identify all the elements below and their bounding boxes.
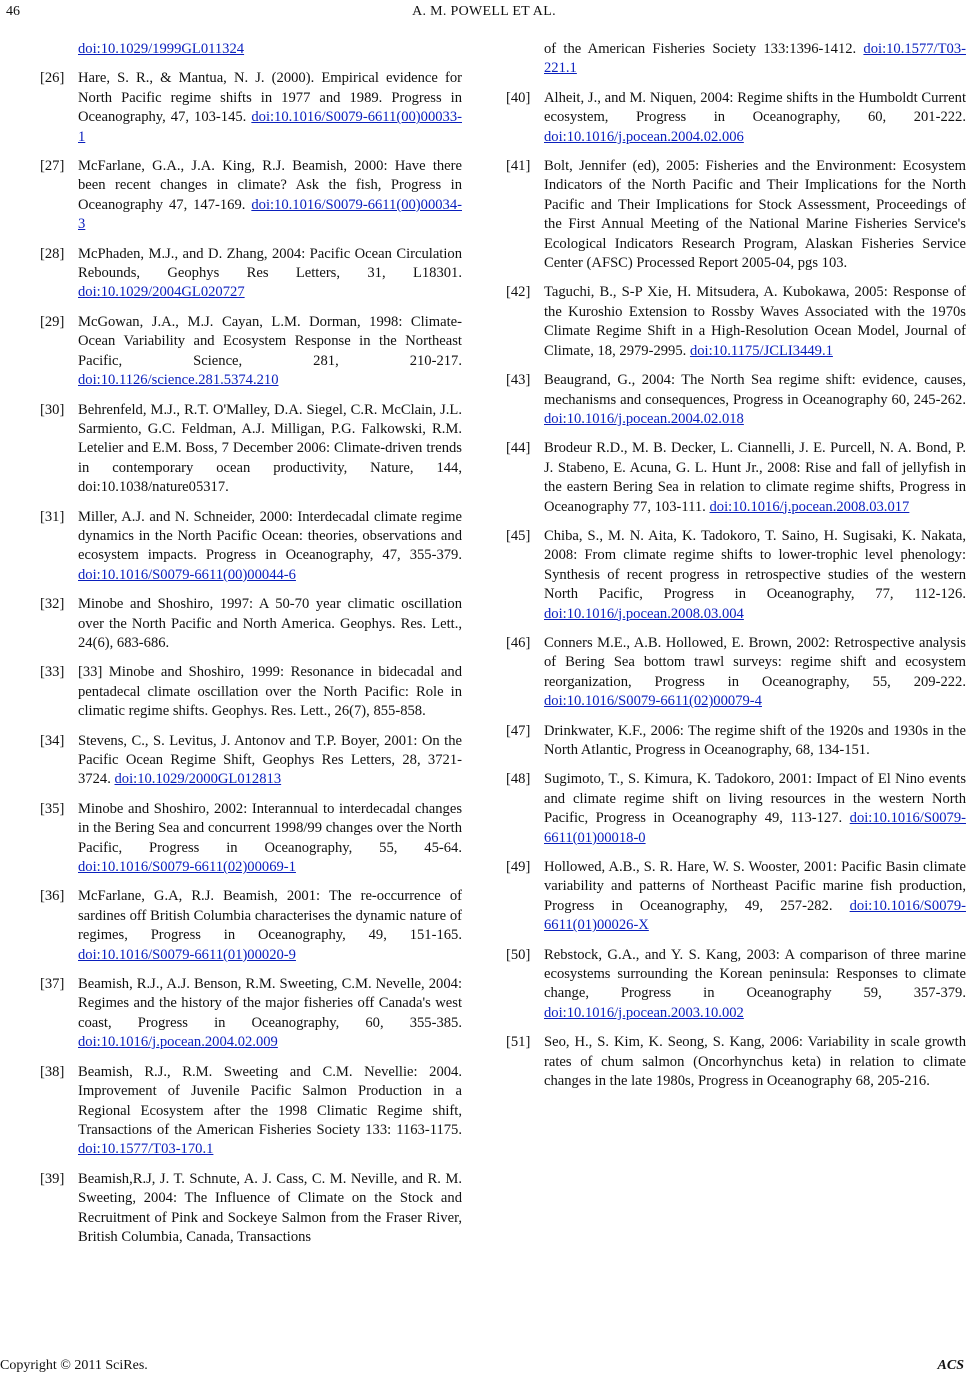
reference-entry [40,508,462,586]
reference-text: Rebstock, G.A., and Y. S. Kang, 2003: A comparison of three marine ecosystems surrounding the Korean peninsula: Responses to climate change, Progress in Oceanography 59, 357-379. [544,946,966,1002]
reference-text: Seo, H., S. Kim, K. Seong, S. Kang, 2006: Variability in scale growth rates of chum salmon (Oncorhynchus keta) in relation to climate changes in the late 1980s, Progress in Oceanography 68, 205-216. [544,1034,966,1090]
page-footer [0,1346,968,1386]
reference-entry [40,245,462,303]
reference-entry [506,770,966,848]
reference-text: of the American Fisheries Society 133:1396-1412. [544,41,857,57]
page-number: 46 [6,4,20,19]
reference-entry [506,858,966,936]
reference-text: Conners M.E., A.B. Hollowed, E. Brown, 2002: Retrospective analysis of Bering Sea bottom trawl surveys: regime shift and ecosystem reorganization, Progress in Oceanography, 55, 209-222. [544,634,966,690]
doi-link[interactable]: doi:10.1016/j.pocean.2003.10.002 [544,1004,744,1021]
reference-number: [41] [506,158,531,175]
reference-number: [48] [506,771,531,788]
reference-entry [40,800,462,878]
doi-link[interactable]: doi:10.1577/T03-170.1 [78,1141,214,1158]
doi-link[interactable]: doi:10.1016/j.pocean.2004.02.018 [544,410,744,427]
reference-number: [46] [506,634,531,651]
reference-entry [40,157,462,235]
reference-text: Beaugrand, G., 2004: The North Sea regime shift: evidence, causes, mechanisms and consequences, Progress in Oceanography 60, 245-262. [544,372,966,408]
journal-abbreviation: ACS [937,1358,964,1373]
reference-entry [506,89,966,147]
reference-entry [40,732,462,790]
reference-number: [34] [40,732,65,749]
reference-text: Taguchi, B., S-P Xie, H. Mitsudera, A. Kubokawa, 2005: Response of the Kuroshio Extension to Rossby Waves Associated with the 1970s Climate Regime Shift in a High-Resolution Ocean Model, Journal of Climate, 18, 2979-2995. [544,284,966,359]
doi-link[interactable]: doi:10.1029/2004GL020727 [78,284,245,301]
reference-number: [42] [506,284,531,301]
reference-entry [40,975,462,1053]
doi-link[interactable]: doi:10.1126/science.281.5374.210 [78,372,279,389]
reference-text: Stevens, C., S. Levitus, J. Antonov and T.P. Boyer, 2001: On the Pacific Ocean Regime Shift, Geophys Res Letters, 28, 3721-3724. [78,732,462,788]
reference-text: Behrenfeld, M.J., R.T. O'Malley, D.A. Siegel, C.R. McClain, J.L. Sarmiento, G.C. Feldman, A.J. Milligan, P.G. Falkowski, R.M. Letelier and E.M. Boss, 7 December 2006: Climate-driven trends in contemporary ocean productivity, Nature, 144, doi:10.1038/nature05317. [78,401,462,496]
reference-number: [51] [506,1034,531,1051]
reference-number: [27] [40,158,65,175]
reference-column-left [40,40,462,1257]
reference-number: [45] [506,527,531,544]
reference-entry [40,313,462,391]
doi-link[interactable]: doi:10.1016/S0079-6611(00)00034-3 [78,196,462,233]
doi-link[interactable]: doi:10.1016/j.pocean.2004.02.009 [78,1034,278,1051]
doi-link[interactable]: doi:10.1016/S0079-6611(00)00044-6 [78,566,296,583]
reference-entry [40,663,462,721]
reference-column-right [506,40,966,1102]
reference-number: [29] [40,313,65,330]
reference-number: [50] [506,946,531,963]
reference-number: [38] [40,1063,65,1080]
reference-text: Sugimoto, T., S. Kimura, K. Tadokoro, 2001: Impact of El Nino events and climate regime shift on living resources in the western North Pacific, Progress in Oceanography 49, 113-127. [544,771,966,827]
reference-number: [35] [40,800,65,817]
reference-text: Minobe and Shoshiro, 1997: A 50-70 year climatic oscillation over the North Pacific and North America. Geophys. Res. Lett., 24(6), 683-686. [78,596,462,651]
reference-entry [40,887,462,965]
reference-text: Beamish, R.J., A.J. Benson, R.M. Sweeting, C.M. Nevelle, 2004: Regimes and the history of the major fisheries off Canada's west coast, Progress in Oceanography, 60, 355-385. [78,976,462,1031]
reference-number: [49] [506,859,531,876]
doi-link[interactable]: doi:10.1577/T03-221.1 [544,41,966,77]
doi-link[interactable]: doi:10.1016/S0079-6611(01)00020-9 [78,946,296,963]
reference-entry [40,595,462,653]
doi-link[interactable]: doi:10.1016/j.pocean.2008.03.004 [544,605,744,622]
reference-text: McFarlane, G.A, R.J. Beamish, 2001: The re-occurrence of sardines off British Columbia characterises the dynamic nature of regimes, Progress in Oceanography, 49, 151-165. [78,888,462,944]
doi-link[interactable]: doi:10.1016/S0079-6611(02)00079-4 [544,693,762,710]
reference-number: [47] [506,722,531,739]
doi-link[interactable]: doi:10.1029/1999GL011324 [78,41,245,57]
reference-text: McPhaden, M.J., and D. Zhang, 2004: Pacific Ocean Circulation Rebounds, Geophys Res Letters, 31, L18301. [78,245,462,282]
reference-number: [28] [40,245,65,262]
reference-text: McFarlane, G.A., J.A. King, R.J. Beamish, 2000: Have there been recent changes in climate? Ask the fish, Progress in Oceanography 47, 147-169. [78,158,462,213]
reference-number: [37] [40,976,65,993]
reference-number: [39] [40,1170,65,1187]
reference-text: Chiba, S., M. N. Aita, K. Tadokoro, T. Saino, H. Sugisaki, K. Nakata, 2008: From climate regime shifts to lower-trophic level phenology: Synthesis of recent progress in retrospective studies of the western North Pacific, Progress in Oceanography, 77, 112-126. [544,527,966,603]
reference-text: [33] Minobe and Shoshiro, 1999: Resonance in bidecadal and pentadecal climate oscillation over the North Pacific: Role in climatic regime shifts. Geophys. Res. Lett., 26(7), 855-858. [78,664,462,720]
page-header [0,2,968,24]
reference-text: Miller, A.J. and N. Schneider, 2000: Interdecadal climate regime dynamics in the North Pacific Ocean: theories, observations and ecosystem impacts. Progress in Oceanography, 47, 355-379. [78,508,462,564]
doi-link[interactable]: doi:10.1016/S0079-6611(01)00026-X [544,897,966,934]
reference-text: Brodeur R.D., M. B. Decker, L. Ciannelli, J. E. Purcell, N. A. Bond, P. J. Stabeno, E. Acuna, G. L. Hunt Jr., 2008: Rise and fall of jellyfish in the eastern Bering Sea in relation to climate regime shifts, Progress in Oceanography 77, 103-111. [544,440,966,515]
doi-link[interactable]: doi:10.1016/S0079-6611(00)00033-1 [78,109,462,145]
doi-link[interactable]: doi:10.1016/S0079-6611(01)00018-0 [544,810,966,846]
reference-entry [506,946,966,1024]
doi-link[interactable]: doi:10.1016/j.pocean.2004.02.006 [544,128,744,145]
reference-number: [33] [40,664,65,681]
reference-number: [26] [40,70,65,87]
reference-number: [36] [40,888,65,905]
doi-link[interactable]: doi:10.1175/JCLI3449.1 [689,342,833,359]
reference-entry [506,722,966,761]
copyright-notice: Copyright © 2011 SciRes. [0,1358,148,1373]
reference-number: [44] [506,440,531,457]
continued-reference [40,40,462,59]
reference-text: Hollowed, A.B., S. R. Hare, W. S. Wooster, 2001: Pacific Basin climate variability and patterns of Northeast Pacific marine fish production, Progress in Oceanography, 49, 257-282. [544,859,966,914]
reference-text: Beamish,R.J, J. T. Schnute, A. J. Cass, C. M. Neville, and R. M. Sweeting, 2004: The Influence of Climate on the Stock and Recruitment of Pink and Sockeye Salmon from the Fraser River, British Columbia, Canada, Transactions [78,1170,462,1245]
reference-text: Alheit, J., and M. Niquen, 2004: Regime shifts in the Humboldt Current ecosystem, Progress in Oceanography, 60, 201-222. [544,89,966,126]
reference-entry [506,371,966,429]
reference-entry [40,1063,462,1160]
reference-entry [40,69,462,147]
doi-link[interactable]: doi:10.1029/2000GL012813 [114,771,282,788]
reference-number: [30] [40,401,65,418]
reference-entry [40,401,462,498]
reference-text: McGowan, J.A., M.J. Cayan, L.M. Dorman, 1998: Climate-Ocean Variability and Ecosystem Response in the Northeast Pacific, Science, 281, 210-217. [78,313,462,369]
reference-text: Bolt, Jennifer (ed), 2005: Fisheries and the Environment: Ecosystem Indicators of the North Pacific and Their Implications for the North Pacific and Their Implications for Stock Assessment, Proceedings of the First Annual Meeting of the National Marine Fisheries Service's Ecological Indicators Research Program, Alaskan Fisheries Service Center (AFSC) Processed Report 2005-04, pgs 103. [544,158,966,272]
continued-reference [506,40,966,79]
reference-entry [506,439,966,517]
reference-number: [32] [40,596,65,613]
reference-entry [506,634,966,712]
reference-entry [506,1033,966,1091]
reference-text: Minobe and Shoshiro, 2002: Interannual to interdecadal changes in the Bering Sea and concurrent 1998/99 changes over the North Pacific, Progress in Oceanography, 55, 45-64. [78,800,462,856]
reference-entry [506,527,966,624]
reference-entry [506,157,966,273]
reference-number: [43] [506,372,531,389]
reference-text: Drinkwater, K.F., 2006: The regime shift of the 1920s and 1930s in the North Atlantic, Progress in Oceanography, 68, 134-151. [544,722,966,758]
reference-number: [31] [40,508,65,525]
reference-number: [40] [506,89,531,106]
reference-text: Beamish, R.J., R.M. Sweeting and C.M. Nevellie: 2004. Improvement of Juvenile Pacific Salmon Production in a Regional Ecosystem after the 1998 Climatic Regime shift, Transactions of the American Fisheries Society 133: 1163-1175. [78,1063,462,1138]
reference-text: Hare, S. R., & Mantua, N. J. (2000). Empirical evidence for North Pacific regime shifts in 1977 and 1989. Progress in Oceanography, 47, 103-145. [78,70,462,126]
doi-link[interactable]: doi:10.1016/j.pocean.2008.03.017 [709,498,910,515]
running-title: A. M. POWELL ET AL. [412,4,556,19]
reference-entry [40,1170,462,1248]
reference-entry [506,283,966,361]
doi-link[interactable]: doi:10.1016/S0079-6611(02)00069-1 [78,859,296,876]
